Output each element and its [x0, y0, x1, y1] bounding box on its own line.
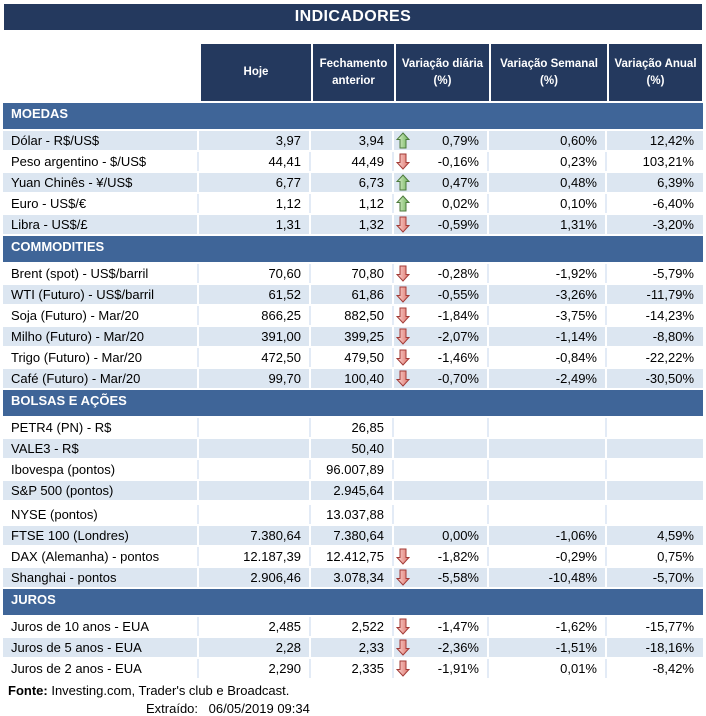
daily-variation-cell [394, 264, 489, 283]
row-label: Café (Futuro) - Mar/20 [3, 369, 199, 388]
footer [3, 683, 703, 716]
row-label: Dólar - R$/US$ [3, 131, 199, 150]
trend-arrow-icon [396, 286, 411, 303]
row-label: Brent (spot) - US$/barril [3, 264, 199, 283]
table-row [3, 526, 703, 545]
weekly-variation-value [489, 439, 607, 458]
trend-arrow-icon [396, 461, 411, 478]
arrow-down-icon [396, 370, 410, 387]
trend-arrow-icon [396, 307, 411, 324]
annual-variation-value: -22,22% [645, 350, 694, 365]
value-previous-close: 44,49 [311, 152, 394, 171]
section-rows [3, 418, 703, 587]
row-label: VALE3 - R$ [3, 439, 199, 458]
value-today [199, 505, 311, 524]
annual-variation-value [607, 439, 702, 458]
trend-arrow-icon [396, 482, 411, 499]
weekly-variation-value: 0,60% [489, 131, 607, 150]
annual-variation-value: 4,59% [657, 528, 694, 543]
table-row [3, 306, 703, 325]
daily-variation-cell [394, 659, 489, 678]
daily-variation-cell [394, 568, 489, 587]
value-previous-close: 2,335 [311, 659, 394, 678]
daily-variation-value: -0,28% [437, 266, 479, 281]
section [3, 589, 703, 678]
value-previous-close: 3.078,34 [311, 568, 394, 587]
row-label: Libra - US$/£ [3, 215, 199, 234]
column-headers [3, 44, 703, 101]
annual-variation-value: 0,75% [657, 549, 694, 564]
trend-arrow-icon [396, 328, 411, 345]
value-today: 472,50 [199, 348, 311, 367]
daily-variation-value: -5,58% [437, 570, 479, 585]
daily-variation-cell [394, 460, 489, 479]
value-previous-close: 6,73 [311, 173, 394, 192]
row-label: Juros de 10 anos - EUA [3, 617, 199, 636]
value-today: 1,12 [199, 194, 311, 213]
trend-arrow-icon [396, 618, 411, 635]
value-today: 44,41 [199, 152, 311, 171]
table-row [3, 285, 703, 304]
table-row [3, 194, 703, 213]
trend-arrow-icon [396, 153, 411, 170]
row-label: S&P 500 (pontos) [3, 481, 199, 500]
row-label: NYSE (pontos) [3, 505, 199, 524]
value-previous-close: 61,86 [311, 285, 394, 304]
trend-arrow-icon [396, 527, 411, 544]
table-row [3, 418, 703, 437]
value-previous-close: 70,80 [311, 264, 394, 283]
table-row [3, 547, 703, 566]
row-label: Ibovespa (pontos) [3, 460, 199, 479]
section-rows [3, 264, 703, 388]
trend-arrow-icon [396, 195, 411, 212]
arrow-down-icon [396, 216, 410, 233]
value-today [199, 481, 311, 500]
weekly-variation-value: 1,31% [489, 215, 607, 234]
annual-variation-value: -8,80% [652, 329, 694, 344]
arrow-down-icon [396, 349, 410, 366]
daily-variation-cell [394, 526, 489, 545]
source-text: Investing.com, Trader's club e Broadcast. [51, 683, 290, 698]
annual-variation-value [607, 481, 702, 500]
arrow-down-icon [396, 153, 410, 170]
value-today: 2.906,46 [199, 568, 311, 587]
daily-variation-cell [394, 215, 489, 234]
extracted-line [3, 701, 703, 716]
annual-variation-value [607, 505, 702, 524]
annual-variation-value: -8,42% [652, 661, 694, 676]
column-header-variacao-semanal: Variação Semanal (%) [489, 44, 607, 101]
daily-variation-cell [394, 505, 489, 524]
arrow-down-icon [396, 548, 410, 565]
daily-variation-value: 0,00% [442, 528, 479, 543]
extracted-timestamp: 06/05/2019 09:34 [208, 701, 310, 716]
arrow-down-icon [396, 569, 410, 586]
weekly-variation-value: -3,26% [489, 285, 607, 304]
value-today: 99,70 [199, 369, 311, 388]
annual-variation-value: -5,70% [652, 570, 694, 585]
row-label: FTSE 100 (Londres) [3, 526, 199, 545]
daily-variation-cell [394, 547, 489, 566]
daily-variation-value: -2,07% [437, 329, 479, 344]
value-today: 2,485 [199, 617, 311, 636]
value-today: 61,52 [199, 285, 311, 304]
trend-arrow-icon [396, 440, 411, 457]
section [3, 103, 703, 234]
annual-variation-value [607, 418, 702, 437]
page-title: INDICADORES [4, 4, 702, 30]
daily-variation-cell [394, 348, 489, 367]
annual-variation-value: -5,79% [652, 266, 694, 281]
trend-arrow-icon [396, 569, 411, 586]
value-previous-close: 50,40 [311, 439, 394, 458]
row-label: Shanghai - pontos [3, 568, 199, 587]
value-today: 70,60 [199, 264, 311, 283]
value-today: 6,77 [199, 173, 311, 192]
value-previous-close: 1,32 [311, 215, 394, 234]
row-label: DAX (Alemanha) - pontos [3, 547, 199, 566]
daily-variation-cell [394, 285, 489, 304]
trend-arrow-icon [396, 265, 411, 282]
value-today: 1,31 [199, 215, 311, 234]
value-today [199, 418, 311, 437]
annual-variation-value: 6,39% [657, 175, 694, 190]
trend-arrow-icon [396, 132, 411, 149]
row-label: Yuan Chinês - ¥/US$ [3, 173, 199, 192]
daily-variation-cell [394, 439, 489, 458]
value-today: 3,97 [199, 131, 311, 150]
value-today: 12.187,39 [199, 547, 311, 566]
extracted-label: Extraído: [146, 701, 199, 716]
table-row [3, 505, 703, 524]
weekly-variation-value [489, 460, 607, 479]
annual-variation-value: -15,77% [645, 619, 694, 634]
arrow-down-icon [396, 265, 410, 282]
table-row [3, 638, 703, 657]
table-row [3, 264, 703, 283]
annual-variation-value: 12,42% [649, 133, 694, 148]
table-row [3, 568, 703, 587]
table-row [3, 215, 703, 234]
trend-arrow-icon [396, 639, 411, 656]
daily-variation-value: -1,47% [437, 619, 479, 634]
row-label: Trigo (Futuro) - Mar/20 [3, 348, 199, 367]
weekly-variation-value: 0,23% [489, 152, 607, 171]
daily-variation-value: 0,79% [442, 133, 479, 148]
weekly-variation-value: -3,75% [489, 306, 607, 325]
value-today: 2,290 [199, 659, 311, 678]
section-rows [3, 131, 703, 234]
weekly-variation-value [489, 481, 607, 500]
section-header-juros: JUROS [3, 589, 703, 615]
section [3, 236, 703, 388]
value-previous-close: 96.007,89 [311, 460, 394, 479]
annual-variation-value: -30,50% [645, 371, 694, 386]
trend-arrow-icon [396, 349, 411, 366]
trend-arrow-icon [396, 216, 411, 233]
row-label: Milho (Futuro) - Mar/20 [3, 327, 199, 346]
table-row [3, 617, 703, 636]
value-today [199, 460, 311, 479]
table-row [3, 481, 703, 500]
annual-variation-value: -11,79% [646, 287, 694, 302]
daily-variation-value: -0,70% [437, 371, 479, 386]
daily-variation-value: -2,36% [437, 640, 479, 655]
daily-variation-value: -1,91% [437, 661, 479, 676]
weekly-variation-value: 0,48% [489, 173, 607, 192]
value-previous-close: 13.037,88 [311, 505, 394, 524]
value-previous-close: 2.945,64 [311, 481, 394, 500]
daily-variation-cell [394, 327, 489, 346]
table-row [3, 152, 703, 171]
arrow-down-icon [396, 639, 410, 656]
daily-variation-cell [394, 131, 489, 150]
row-label: Juros de 5 anos - EUA [3, 638, 199, 657]
trend-arrow-icon [396, 174, 411, 191]
weekly-variation-value: -0,29% [489, 547, 607, 566]
table-row [3, 173, 703, 192]
weekly-variation-value [489, 505, 607, 524]
table-body [3, 103, 703, 678]
arrow-up-icon [396, 195, 410, 212]
value-previous-close: 1,12 [311, 194, 394, 213]
value-previous-close: 479,50 [311, 348, 394, 367]
daily-variation-cell [394, 617, 489, 636]
source-label: Fonte: [8, 683, 48, 698]
value-today [199, 439, 311, 458]
annual-variation-value: -18,16% [645, 640, 694, 655]
trend-arrow-icon [396, 660, 411, 677]
daily-variation-cell [394, 173, 489, 192]
daily-variation-value: -0,16% [437, 154, 479, 169]
trend-arrow-icon [396, 548, 411, 565]
daily-variation-cell [394, 481, 489, 500]
arrow-down-icon [396, 660, 410, 677]
value-previous-close: 26,85 [311, 418, 394, 437]
value-previous-close: 12.412,75 [311, 547, 394, 566]
value-today: 866,25 [199, 306, 311, 325]
daily-variation-cell [394, 306, 489, 325]
source-line [3, 683, 703, 698]
section-header-moedas: MOEDAS [3, 103, 703, 129]
table-row [3, 460, 703, 479]
column-header-hoje: Hoje [199, 44, 311, 101]
annual-variation-value: -3,20% [652, 217, 694, 232]
table-row [3, 439, 703, 458]
table-row [3, 369, 703, 388]
weekly-variation-value: -1,51% [489, 638, 607, 657]
trend-arrow-icon [396, 370, 411, 387]
weekly-variation-value: 0,10% [489, 194, 607, 213]
value-today: 391,00 [199, 327, 311, 346]
value-previous-close: 3,94 [311, 131, 394, 150]
row-label: Euro - US$/€ [3, 194, 199, 213]
weekly-variation-value: -1,06% [489, 526, 607, 545]
row-label: Peso argentino - $/US$ [3, 152, 199, 171]
daily-variation-value: -0,59% [437, 217, 479, 232]
arrow-up-icon [396, 174, 410, 191]
table-row [3, 659, 703, 678]
column-header-variacao-anual: Variação Anual (%) [607, 44, 702, 101]
daily-variation-cell [394, 418, 489, 437]
weekly-variation-value: -10,48% [489, 568, 607, 587]
section [3, 390, 703, 587]
arrow-down-icon [396, 618, 410, 635]
row-label: Juros de 2 anos - EUA [3, 659, 199, 678]
weekly-variation-value: -1,14% [489, 327, 607, 346]
row-label: Soja (Futuro) - Mar/20 [3, 306, 199, 325]
value-previous-close: 882,50 [311, 306, 394, 325]
row-label: WTI (Futuro) - US$/barril [3, 285, 199, 304]
annual-variation-value: 103,21% [642, 154, 694, 169]
value-previous-close: 399,25 [311, 327, 394, 346]
daily-variation-value: 0,02% [442, 196, 479, 211]
value-previous-close: 100,40 [311, 369, 394, 388]
weekly-variation-value: 0,01% [489, 659, 607, 678]
value-today: 2,28 [199, 638, 311, 657]
arrow-down-icon [396, 328, 410, 345]
section-header-commodities: COMMODITIES [3, 236, 703, 262]
arrow-down-icon [396, 307, 410, 324]
section-rows [3, 617, 703, 678]
column-header-variacao-diaria: Variação diária (%) [394, 44, 489, 101]
arrow-down-icon [396, 286, 410, 303]
table-row [3, 348, 703, 367]
annual-variation-value: -14,23% [645, 308, 694, 323]
arrow-up-icon [396, 132, 410, 149]
value-previous-close: 7.380,64 [311, 526, 394, 545]
column-header-fechamento-anterior: Fechamento anterior [311, 44, 394, 101]
value-previous-close: 2,33 [311, 638, 394, 657]
weekly-variation-value: -2,49% [489, 369, 607, 388]
trend-arrow-icon [396, 419, 411, 436]
header-spacer [3, 44, 199, 101]
weekly-variation-value: -1,62% [489, 617, 607, 636]
weekly-variation-value [489, 418, 607, 437]
trend-arrow-icon [396, 506, 411, 523]
weekly-variation-value: -1,92% [489, 264, 607, 283]
value-previous-close: 2,522 [311, 617, 394, 636]
daily-variation-value: -1,84% [437, 308, 479, 323]
section-header-bolsas-e-a-es: BOLSAS E AÇÕES [3, 390, 703, 416]
annual-variation-value: -6,40% [652, 196, 694, 211]
value-today: 7.380,64 [199, 526, 311, 545]
weekly-variation-value: -0,84% [489, 348, 607, 367]
annual-variation-value [607, 460, 702, 479]
table-row [3, 327, 703, 346]
daily-variation-cell [394, 194, 489, 213]
daily-variation-value: -1,46% [437, 350, 479, 365]
table-row [3, 131, 703, 150]
daily-variation-value: -1,82% [437, 549, 479, 564]
daily-variation-value: 0,47% [442, 175, 479, 190]
daily-variation-value: -0,55% [437, 287, 479, 302]
row-label: PETR4 (PN) - R$ [3, 418, 199, 437]
daily-variation-cell [394, 638, 489, 657]
daily-variation-cell [394, 152, 489, 171]
daily-variation-cell [394, 369, 489, 388]
